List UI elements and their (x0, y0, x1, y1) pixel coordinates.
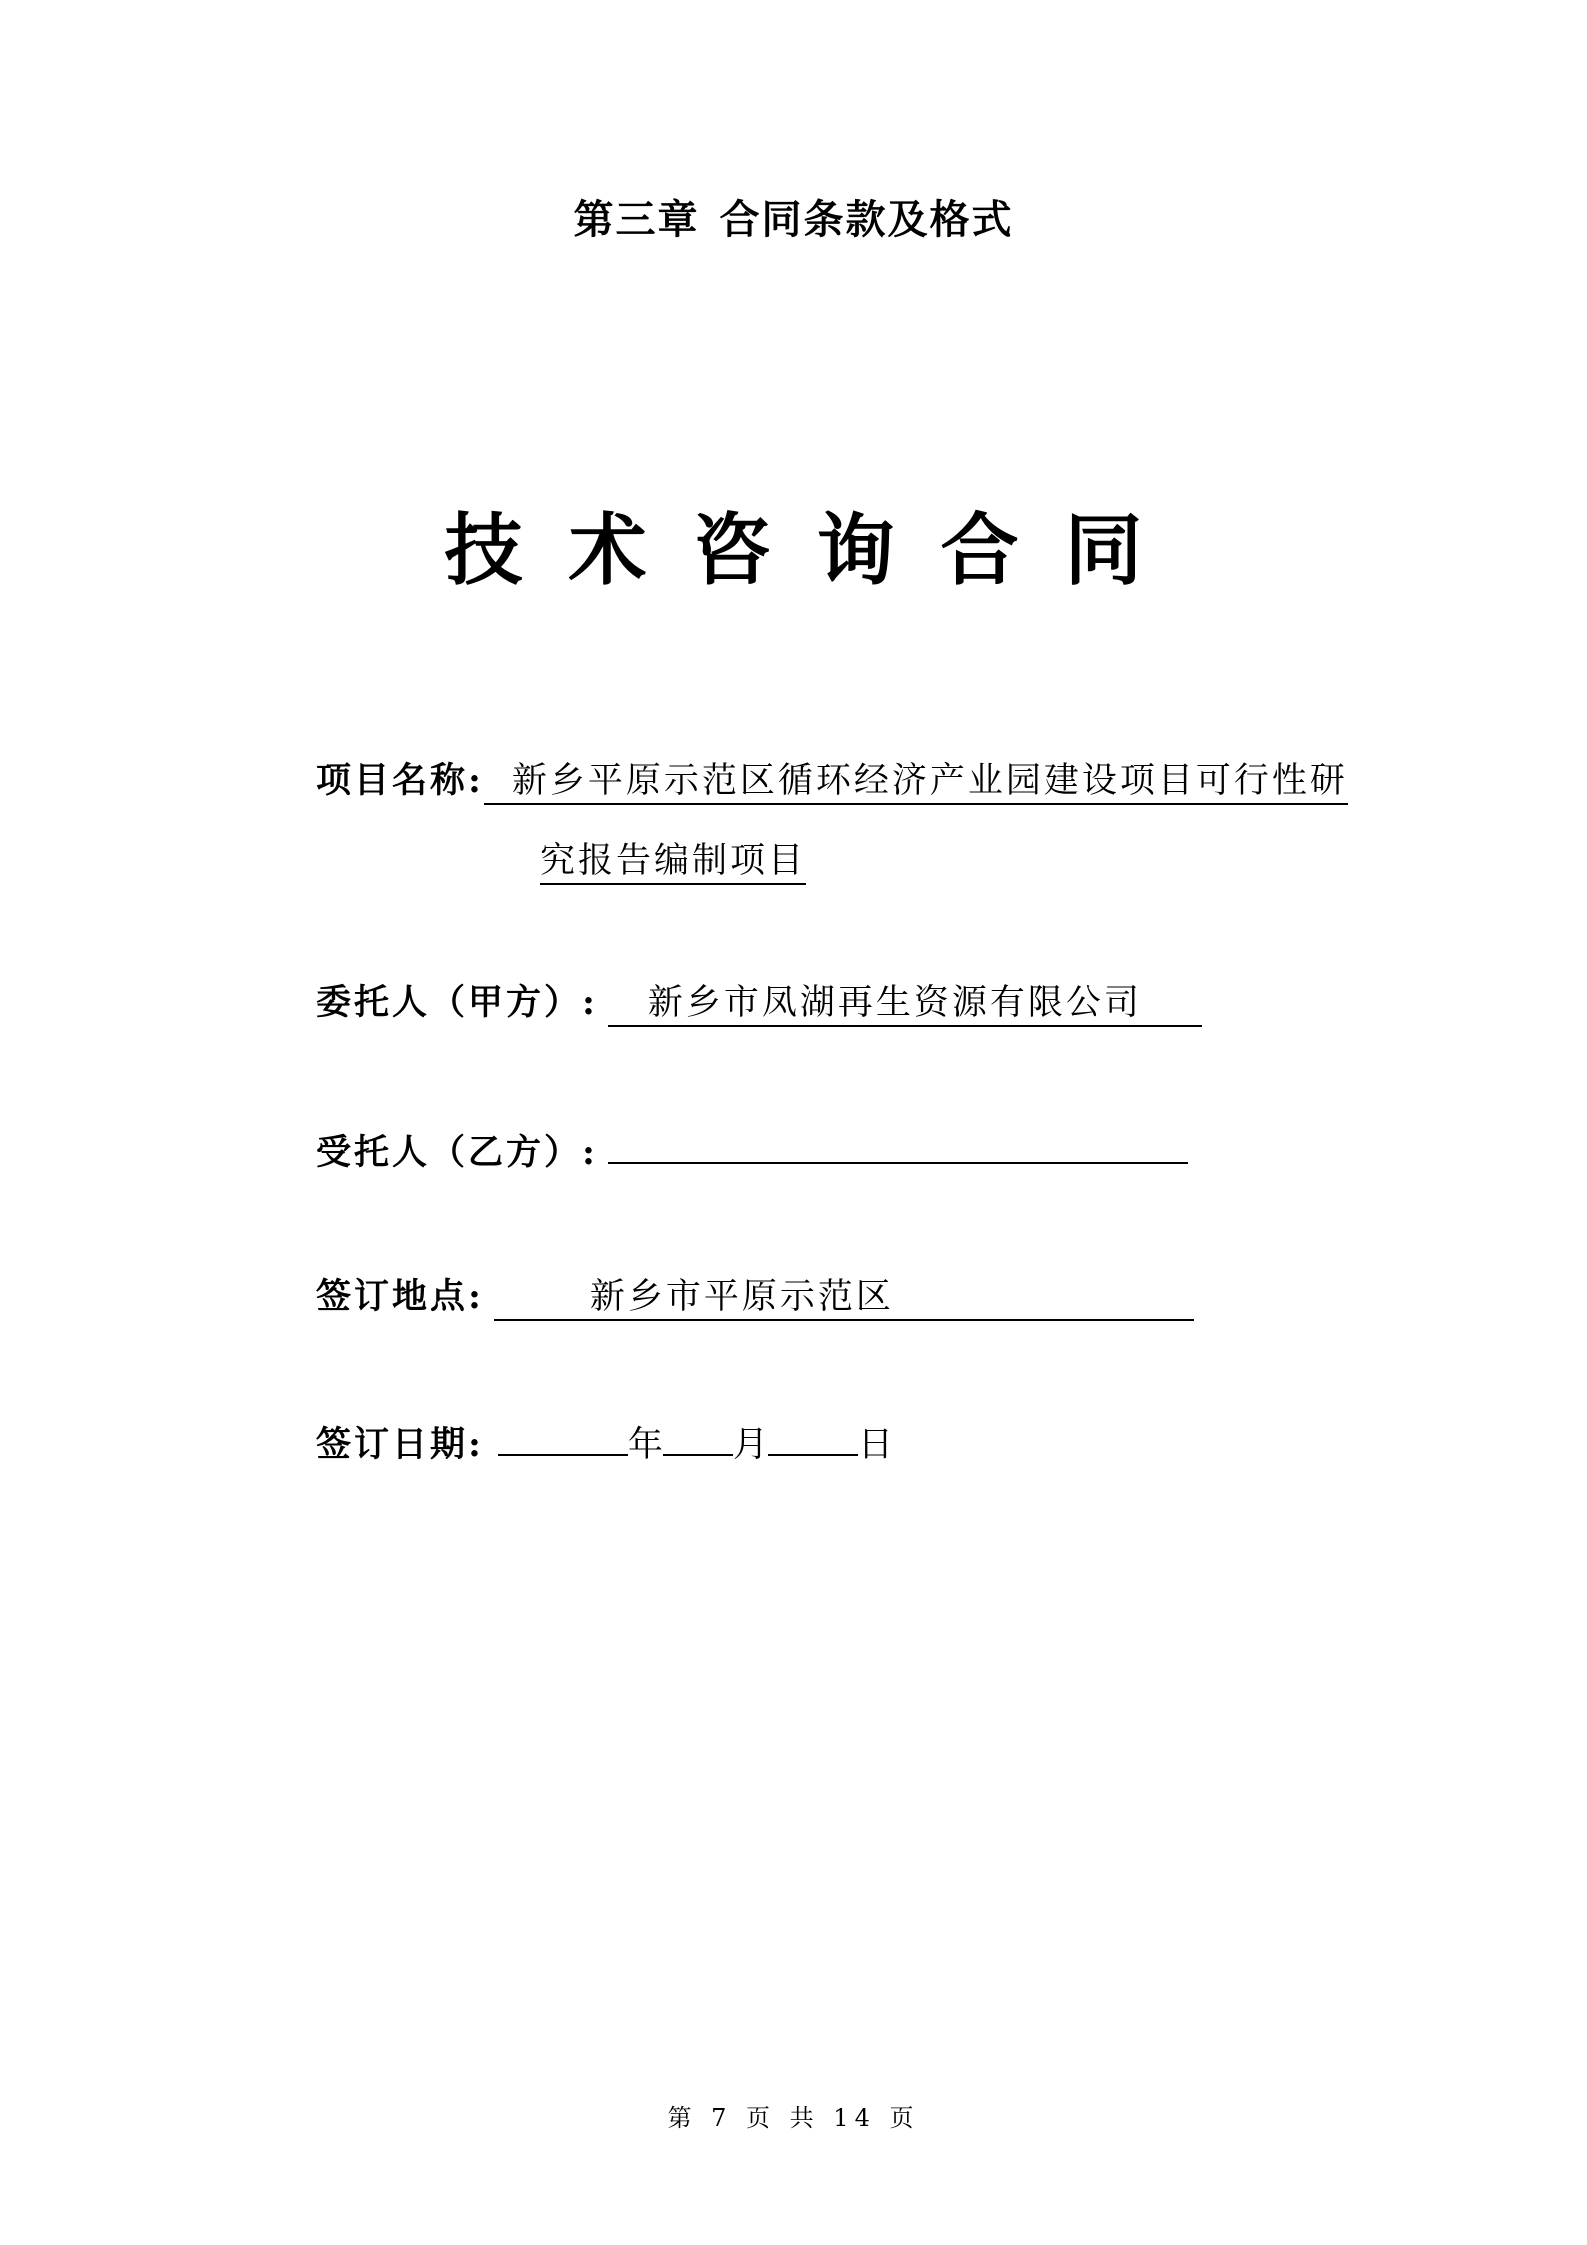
date-month-label: 月 (732, 1425, 768, 1465)
date-year-label: 年 (627, 1425, 663, 1465)
sign-date-label: 签订日期: (316, 1424, 484, 1465)
project-name-label: 项目名称: (316, 760, 484, 801)
chapter-title: 合同条款及格式 (719, 196, 1014, 243)
project-name-continuation (540, 836, 806, 886)
contract-title: 技术咨询合同 (444, 505, 1189, 596)
date-year-blank (498, 1418, 628, 1456)
sign-place-field (316, 1272, 1194, 1322)
party-a-label: 委托人（甲方）: (316, 982, 598, 1023)
party-b-value (608, 1126, 1188, 1164)
project-name-field (316, 756, 1348, 806)
page-footer: 第 7 页 共 14 页 (667, 2104, 920, 2132)
date-day-blank (768, 1418, 858, 1456)
party-a-field (316, 978, 1202, 1028)
sign-place-value: 新乡市平原示范区 (494, 1275, 1194, 1321)
date-day-label: 日 (857, 1425, 893, 1465)
sign-place-label: 签订地点: (316, 1276, 484, 1317)
project-name-value-line2: 究报告编制项目 (540, 839, 806, 885)
party-a-value: 新乡市凤湖再生资源有限公司 (608, 981, 1202, 1027)
sign-date-field (316, 1418, 893, 1470)
party-b-label: 受托人（乙方）: (316, 1132, 598, 1173)
date-month-blank (663, 1418, 733, 1456)
party-b-field (316, 1126, 1188, 1178)
chapter-heading (0, 188, 1587, 245)
project-name-value-line1: 新乡平原示范区循环经济产业园建设项目可行性研 (484, 759, 1348, 805)
chapter-number: 第三章 (573, 196, 700, 243)
